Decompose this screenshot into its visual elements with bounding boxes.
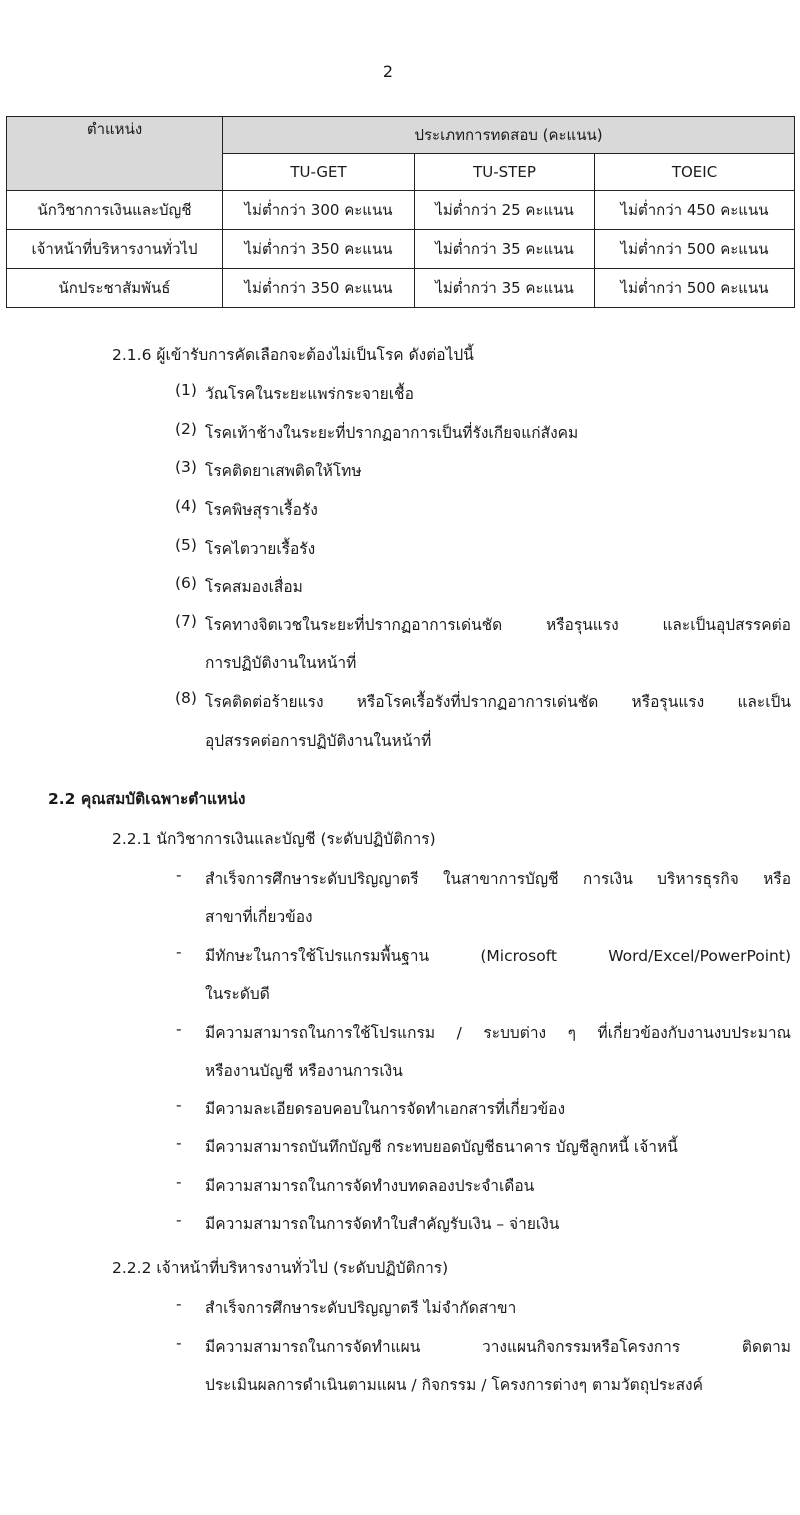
table-cell-position: นักประชาสัมพันธ์	[7, 269, 223, 308]
table-cell-score: ไม่ต่ำกว่า 350 คะแนน	[223, 230, 415, 269]
list-item: โรคติดต่อร้ายแรง หรือโรคเรื้อรังที่ปรากฏอาการเด่นชัด หรือรุนแรง และเป็น	[205, 693, 791, 711]
list-item: มีทักษะในการใช้โปรแกรมพื้นฐาน (Microsoft Word/Excel/PowerPoint)	[205, 947, 791, 965]
list-item-number: (7)	[175, 612, 197, 630]
list-item: มีความละเอียดรอบคอบในการจัดทำเอกสารที่เกี่ยวข้อง	[205, 1100, 566, 1118]
list-item: มีความสามารถในการจัดทำใบสำคัญรับเงิน – จ่ายเงิน	[205, 1215, 560, 1233]
table-cell-score: ไม่ต่ำกว่า 450 คะแนน	[595, 191, 795, 230]
subsection-heading-2-2-1: 2.2.1 นักวิชาการเงินและบัญชี (ระดับปฏิบัติการ)	[112, 830, 436, 848]
list-item-number: (8)	[175, 689, 197, 707]
table-cell-score: ไม่ต่ำกว่า 35 คะแนน	[415, 230, 595, 269]
list-item-number: (4)	[175, 497, 197, 515]
list-item: โรคสมองเสื่อม	[205, 578, 303, 596]
list-item-number: (2)	[175, 420, 197, 438]
table-cell-score: ไม่ต่ำกว่า 500 คะแนน	[595, 269, 795, 308]
bullet-dash: -	[176, 866, 182, 884]
list-item: มีความสามารถในการจัดทำงบทดลองประจำเดือน	[205, 1177, 535, 1195]
bullet-dash: -	[176, 1096, 182, 1114]
list-item-continuation: การปฏิบัติงานในหน้าที่	[205, 654, 357, 672]
table-header-exam-type: ประเภทการทดสอบ (คะแนน)	[223, 117, 795, 154]
table-cell-position: เจ้าหน้าที่บริหารงานทั่วไป	[7, 230, 223, 269]
list-item-continuation: อุปสรรคต่อการปฏิบัติงานในหน้าที่	[205, 732, 432, 750]
section-heading-2-2: 2.2 คุณสมบัติเฉพาะตำแหน่ง	[48, 790, 246, 808]
list-item-continuation: สาขาที่เกี่ยวข้อง	[205, 908, 313, 926]
page-number: 2	[382, 62, 394, 81]
table-cell-score: ไม่ต่ำกว่า 25 คะแนน	[415, 191, 595, 230]
table-cell-position: นักวิชาการเงินและบัญชี	[7, 191, 223, 230]
list-item: โรคเท้าช้างในระยะที่ปรากฏอาการเป็นที่รังเกียจแก่สังคม	[205, 424, 579, 442]
table-header-tu-step: TU-STEP	[415, 154, 595, 191]
list-item-continuation: ประเมินผลการดำเนินตามแผน / กิจกรรม / โครงการต่างๆ ตามวัตถุประสงค์	[205, 1376, 703, 1394]
list-item: โรคทางจิตเวชในระยะที่ปรากฏอาการเด่นชัด หรือรุนแรง และเป็นอุปสรรคต่อ	[205, 616, 791, 634]
bullet-dash: -	[176, 943, 182, 961]
table-header-toeic: TOEIC	[595, 154, 795, 191]
section-heading-2-1-6: 2.1.6 ผู้เข้ารับการคัดเลือกจะต้องไม่เป็นโรค ดังต่อไปนี้	[112, 346, 474, 364]
bullet-dash: -	[176, 1295, 182, 1313]
list-item: โรคติดยาเสพติดให้โทษ	[205, 462, 362, 480]
table-cell-score: ไม่ต่ำกว่า 300 คะแนน	[223, 191, 415, 230]
bullet-dash: -	[176, 1134, 182, 1152]
list-item: มีความสามารถในการจัดทำแผน วางแผนกิจกรรมหรือโครงการ ติดตาม	[205, 1338, 791, 1356]
list-item-number: (1)	[175, 381, 197, 399]
subsection-heading-2-2-2: 2.2.2 เจ้าหน้าที่บริหารงานทั่วไป (ระดับปฏิบัติการ)	[112, 1259, 449, 1277]
table-cell-score: ไม่ต่ำกว่า 350 คะแนน	[223, 269, 415, 308]
list-item: สำเร็จการศึกษาระดับปริญญาตรี ในสาขาการบัญชี การเงิน บริหารธุรกิจ หรือ	[205, 870, 791, 888]
table-row	[7, 269, 795, 308]
table-row	[7, 230, 795, 269]
list-item-number: (5)	[175, 536, 197, 554]
list-item: โรคไตวายเรื้อรัง	[205, 540, 316, 558]
list-item: มีความสามารถในการใช้โปรแกรม / ระบบต่าง ๆ ที่เกี่ยวข้องกับงานงบประมาณ	[205, 1024, 791, 1042]
table-header-position: ตำแหน่ง	[7, 117, 223, 191]
list-item-number: (6)	[175, 574, 197, 592]
language-score-table	[6, 116, 795, 308]
list-item: สำเร็จการศึกษาระดับปริญญาตรี ไม่จำกัดสาขา	[205, 1299, 517, 1317]
list-item-continuation: หรืองานบัญชี หรืองานการเงิน	[205, 1062, 403, 1080]
list-item: โรคพิษสุราเรื้อรัง	[205, 501, 318, 519]
table-cell-score: ไม่ต่ำกว่า 35 คะแนน	[415, 269, 595, 308]
list-item-continuation: ในระดับดี	[205, 985, 270, 1003]
table-row	[7, 191, 795, 230]
table-header-tu-get: TU-GET	[223, 154, 415, 191]
list-item: มีความสามารถบันทึกบัญชี กระทบยอดบัญชีธนาคาร บัญชีลูกหนี้ เจ้าหนี้	[205, 1138, 678, 1156]
bullet-dash: -	[176, 1173, 182, 1191]
bullet-dash: -	[176, 1020, 182, 1038]
list-item-number: (3)	[175, 458, 197, 476]
bullet-dash: -	[176, 1334, 182, 1352]
list-item: วัณโรคในระยะแพร่กระจายเชื้อ	[205, 385, 414, 403]
table-cell-score: ไม่ต่ำกว่า 500 คะแนน	[595, 230, 795, 269]
bullet-dash: -	[176, 1211, 182, 1229]
